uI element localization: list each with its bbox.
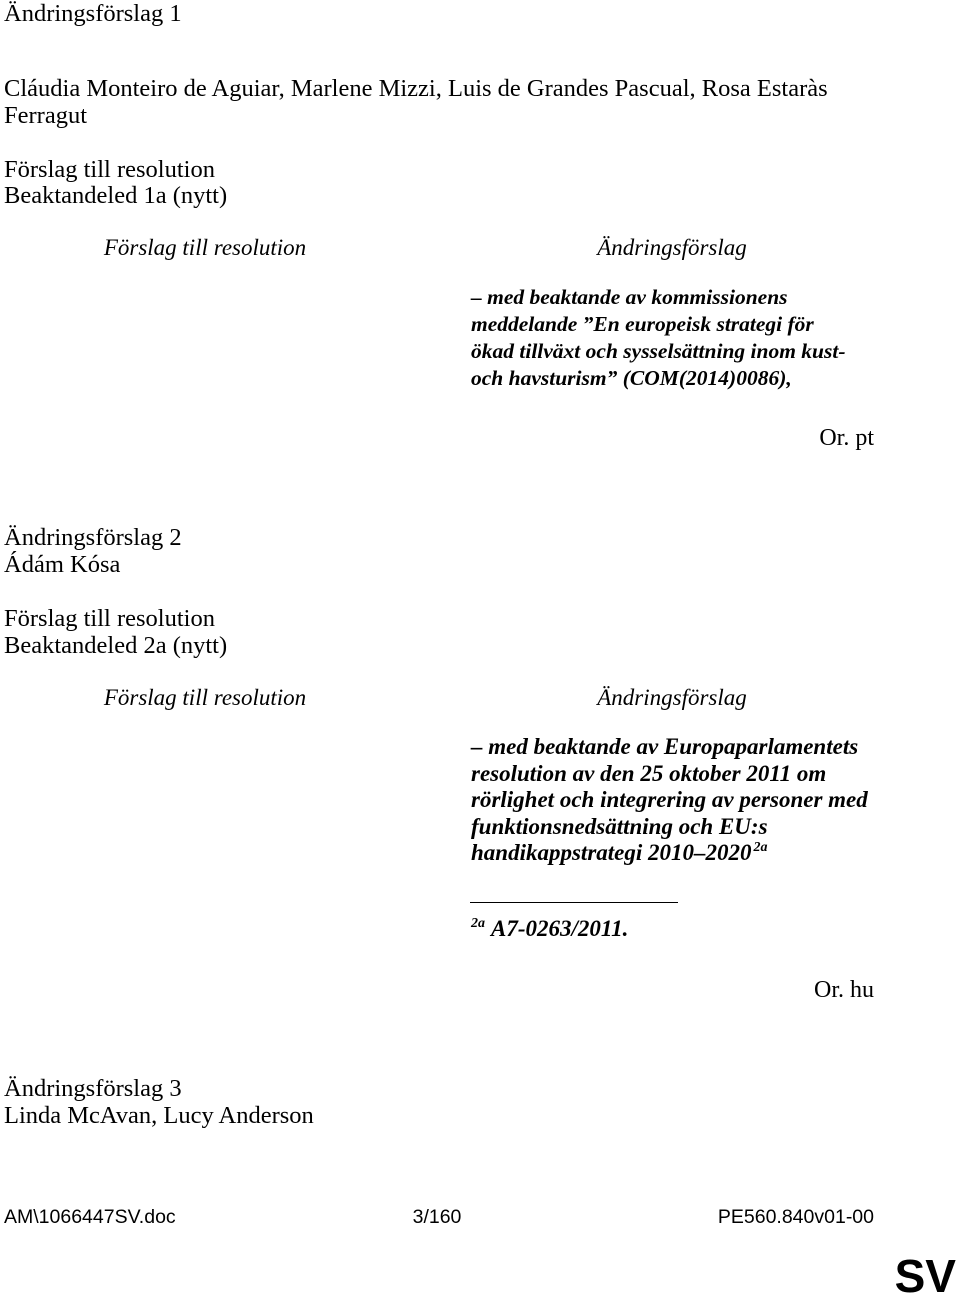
footnote-separator <box>470 902 678 903</box>
footnote <box>471 915 628 946</box>
language-code: SV <box>894 1250 956 1296</box>
page-number: 3/160 <box>412 1206 462 1228</box>
amended-document-title: Förslag till resolution <box>4 605 215 632</box>
amendment-text-line: – med beaktande av Europaparlamentets <box>471 734 859 759</box>
amendment-text-line <box>471 840 868 867</box>
amendment-text-line: ökad tillväxt och sysselsättning inom kust- <box>471 339 846 363</box>
amendment-text-line: resolution av den 25 oktober 2011 om <box>471 760 827 786</box>
amendment-text-line: – med beaktande av kommissionens <box>471 285 788 309</box>
document-reference: AM\1066447SV.doc <box>4 1206 176 1228</box>
amendment-text-line-content: handikappstrategi 2010–2020 <box>471 840 752 866</box>
amendment-text-line: funktionsnedsättning och EU:s <box>471 813 768 839</box>
amendment-authors: Ádám Kósa <box>4 551 121 578</box>
amendment-text-line: rörlighet och integrering av personer med <box>471 787 868 813</box>
amendment-text <box>471 284 846 392</box>
original-language: Or. hu <box>814 977 874 1003</box>
amendment-heading: Ändringsförslag 3 <box>4 1075 182 1102</box>
amendment-authors: Cláudia Monteiro de Aguiar, Marlene Mizzi, Luis de Grandes Pascual, Rosa Estaràs Ferragut <box>4 75 828 129</box>
column-header-original: Förslag till resolution <box>103 685 307 710</box>
footnote-marker: 2a <box>471 916 485 931</box>
footnote-text: A7-0263/2011. <box>491 916 629 941</box>
amendment-heading: Ändringsförslag 2 <box>4 524 182 551</box>
amendment-authors: Linda McAvan, Lucy Anderson <box>4 1102 314 1129</box>
amended-part: Beaktandeled 1a (nytt) <box>4 182 228 209</box>
original-language: Or. pt <box>819 425 874 451</box>
column-header-original: Förslag till resolution <box>103 235 307 260</box>
pe-reference: PE560.840v01-00 <box>717 1206 874 1228</box>
amended-part: Beaktandeled 2a (nytt) <box>4 632 228 659</box>
amendment-text <box>471 734 868 867</box>
amended-document-title: Förslag till resolution <box>4 156 215 183</box>
amendment-text-line: och havsturism” (COM(2014)0086), <box>471 366 792 390</box>
column-header-amendment: Ändringsförslag <box>597 685 747 710</box>
column-header-amendment: Ändringsförslag <box>597 235 747 260</box>
footnote-reference: 2a <box>753 840 768 856</box>
amendment-text-line: meddelande ”En europeisk strategi för <box>471 312 814 336</box>
amendment-heading: Ändringsförslag 1 <box>4 0 182 27</box>
